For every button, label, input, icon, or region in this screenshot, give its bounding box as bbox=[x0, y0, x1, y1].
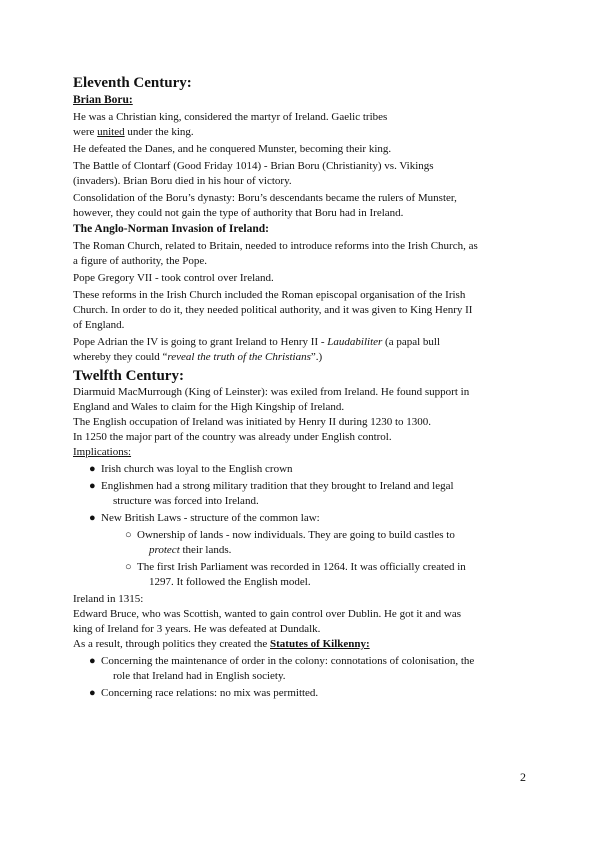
italic-term: Laudabiliter bbox=[327, 336, 383, 348]
text-line: however, they could not gain the type of authority that Boru had in Ireland. bbox=[73, 207, 404, 219]
paragraph-6: Pope Gregory VII - took control over Ireland. bbox=[73, 272, 274, 284]
bullet-icon: ● bbox=[89, 512, 96, 524]
text-span: under the king. bbox=[124, 126, 194, 138]
text-line: The Roman Church, related to Britain, needed to introduce reforms into the Irish Church, as bbox=[73, 240, 478, 252]
text-line: a figure of authority, the Pope. bbox=[73, 255, 207, 267]
paragraph-4 bbox=[73, 191, 525, 221]
list-item-text: Irish church was loyal to the English crown bbox=[101, 463, 293, 475]
text-line: The Battle of Clontarf (Good Friday 1014) - Brian Boru (Christianity) vs. Vikings bbox=[73, 160, 434, 172]
list-item-text: New British Laws - structure of the common law: bbox=[101, 512, 320, 524]
bullet-icon: ● bbox=[89, 687, 96, 699]
list-item-text: structure was forced into Ireland. bbox=[113, 495, 259, 507]
paragraph-8 bbox=[73, 335, 525, 365]
bullet-icon: ● bbox=[89, 463, 96, 475]
list-item-text: The first Irish Parliament was recorded in 1264. It was officially created in bbox=[137, 561, 466, 573]
paragraph-1 bbox=[73, 110, 525, 140]
italic-word: protect bbox=[149, 544, 180, 556]
document-page bbox=[73, 74, 525, 701]
list-item-text: Concerning the maintenance of order in the colony: connotations of colonisation, the bbox=[101, 655, 475, 667]
paragraph-2: He defeated the Danes, and he conquered Munster, becoming their king. bbox=[73, 143, 392, 155]
list-item-text: Englishmen had a strong military tradition that they brought to Ireland and legal bbox=[101, 480, 454, 492]
list-item-text: role that Ireland had in English society. bbox=[113, 670, 286, 682]
heading-twelfth-century: Twelfth Century: bbox=[73, 368, 184, 384]
text-line: king of Ireland for 3 years. He was defeated at Dundalk. bbox=[73, 623, 321, 635]
implications-list bbox=[73, 462, 525, 590]
paragraph-11: In 1250 the major part of the country was already under English control. bbox=[73, 431, 392, 443]
text-line: Edward Bruce, who was Scottish, wanted to gain control over Dublin. He got it and was bbox=[73, 608, 461, 620]
paragraph-10: The English occupation of Ireland was initiated by Henry II during 1230 to 1300. bbox=[73, 416, 432, 428]
paragraph-9 bbox=[73, 385, 525, 415]
list-item bbox=[73, 479, 525, 509]
text-span: were bbox=[73, 126, 98, 138]
circle-bullet-icon: ○ bbox=[125, 561, 132, 573]
text-line: He was a Christian king, considered the martyr of Ireland. Gaelic tribes bbox=[73, 111, 388, 123]
heading-anglo-norman: The Anglo-Norman Invasion of Ireland: bbox=[73, 223, 269, 235]
heading-brian-boru: Brian Boru: bbox=[73, 94, 133, 106]
italic-quote: reveal the truth of the Christians bbox=[167, 351, 311, 363]
circle-bullet-icon: ○ bbox=[125, 529, 132, 541]
text-line: (invaders). Brian Boru died in his hour of victory. bbox=[73, 175, 292, 187]
page-number: 2 bbox=[520, 770, 526, 784]
underlined-word: united bbox=[97, 126, 125, 138]
text-span: ”.) bbox=[310, 351, 323, 363]
paragraph-3 bbox=[73, 159, 525, 189]
sub-list-item bbox=[73, 560, 525, 590]
paragraph-12: Ireland in 1315: bbox=[73, 593, 144, 605]
list-item bbox=[73, 511, 525, 526]
paragraph-13 bbox=[73, 607, 525, 637]
text-span: As a result, through politics they created the bbox=[73, 638, 271, 650]
text-line: Church. In order to do it, they needed political authority, and it was given to King Henry II bbox=[73, 304, 473, 316]
text-span: whereby they could “ bbox=[73, 351, 168, 363]
list-item bbox=[73, 462, 525, 477]
paragraph-14 bbox=[73, 637, 525, 652]
list-item-text: their lands. bbox=[179, 544, 232, 556]
paragraph-5 bbox=[73, 239, 525, 269]
text-span: (a papal bull bbox=[382, 336, 441, 348]
text-line: of England. bbox=[73, 319, 125, 331]
statutes-list bbox=[73, 654, 525, 701]
bullet-icon: ● bbox=[89, 480, 96, 492]
sub-list-item bbox=[73, 528, 525, 558]
list-item-text: 1297. It followed the English model. bbox=[149, 576, 311, 588]
statutes-title: Statutes of Kilkenny: bbox=[270, 638, 370, 650]
list-item-text: Concerning race relations: no mix was permitted. bbox=[101, 687, 319, 699]
text-line: England and Wales to claim for the High Kingship of Ireland. bbox=[73, 401, 345, 413]
text-line: Diarmuid MacMurrough (King of Leinster): was exiled from Ireland. He found support in bbox=[73, 386, 470, 398]
text-span: Pope Adrian the IV is going to grant Ireland to Henry II - bbox=[73, 336, 328, 348]
text-line: These reforms in the Irish Church included the Roman episcopal organisation of the Irish bbox=[73, 289, 466, 301]
implications-label: Implications: bbox=[73, 446, 132, 458]
list-item bbox=[73, 686, 525, 701]
heading-eleventh-century: Eleventh Century: bbox=[73, 75, 192, 91]
list-item bbox=[73, 654, 525, 684]
list-item-text: Ownership of lands - now individuals. They are going to build castles to bbox=[137, 529, 455, 541]
text-line: Consolidation of the Boru’s dynasty: Boru’s descendants became the rulers of Munster, bbox=[73, 192, 457, 204]
bullet-icon: ● bbox=[89, 655, 96, 667]
paragraph-7 bbox=[73, 288, 525, 333]
